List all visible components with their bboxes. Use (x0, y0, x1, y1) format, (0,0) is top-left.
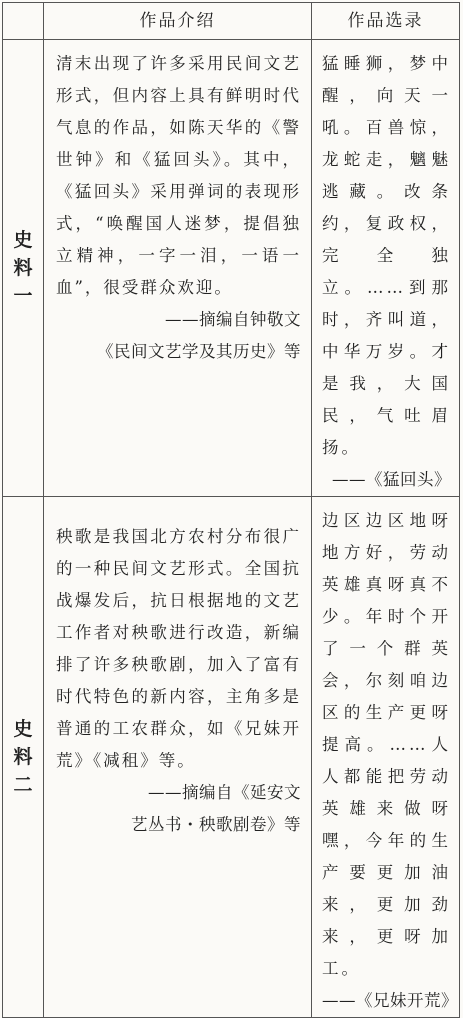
table-row (3, 40, 460, 497)
comparison-table (2, 2, 460, 1018)
table-row (3, 497, 460, 1018)
row-label (3, 497, 44, 1018)
header-intro: 作品介绍 (44, 3, 312, 40)
intro-source: ——摘编自《延安文 (148, 783, 301, 802)
selection-text: 边区边区地呀地方好，劳动英雄真呀真不少。年时个开了一个群英会，尔刻咱边区的生产更呀提高。……人人都能把劳动英雄来做呀嘿，今年的生产要更加油来，更加劲来，更呀加工。 (322, 511, 451, 978)
selection-source: ——《兄妹开荒》 (322, 991, 458, 1010)
intro-text: 秧歌是我国北方农村分布很广的一种民间文艺形式。全国抗战爆发后，抗日根据地的文艺工作者对秧歌进行改造，新编排了许多秧歌剧，加入了富有时代特色的新内容，主角多是普通的工农群众，如《兄妹开荒》《减租》等。 (56, 527, 301, 770)
row-label-char: 史 (13, 229, 33, 251)
selection-source: ——《猛回头》 (332, 470, 451, 489)
corner-cell (3, 3, 44, 40)
row-label-char: 料 (13, 746, 33, 768)
row-label-char: 二 (13, 774, 33, 796)
intro-source: 艺丛书・秧歌剧卷》等 (131, 815, 301, 834)
intro-source: ——摘编自钟敬文 (165, 310, 301, 329)
intro-text: 清末出现了许多采用民间文艺形式，但内容上具有鲜明时代气息的作品，如陈天华的《警世钟》和《猛回头》。其中，《猛回头》采用弹词的表现形式，“唤醒国人迷梦，提倡独立精神，一字一泪，一语一血”，很受群众欢迎。 (56, 54, 301, 297)
selection-cell (312, 497, 460, 1018)
row-label-char: 料 (13, 257, 33, 279)
intro-source: 《民间文艺学及其历史》等 (97, 342, 301, 361)
intro-cell (44, 40, 312, 497)
selection-cell (312, 40, 460, 497)
selection-text: 猛睡狮，梦中醒，向天一吼。百兽惊，龙蛇走，魑魅逃藏。改条约，复政权，完全独立。……到那时，齐叫道，中华万岁。才是我，大国民，气吐眉扬。 (322, 54, 451, 457)
intro-cell (44, 497, 312, 1018)
row-label-char: 一 (13, 285, 33, 307)
row-label (3, 40, 44, 497)
row-label-char: 史 (13, 718, 33, 740)
header-row (3, 3, 460, 40)
header-selection: 作品选录 (312, 3, 460, 40)
